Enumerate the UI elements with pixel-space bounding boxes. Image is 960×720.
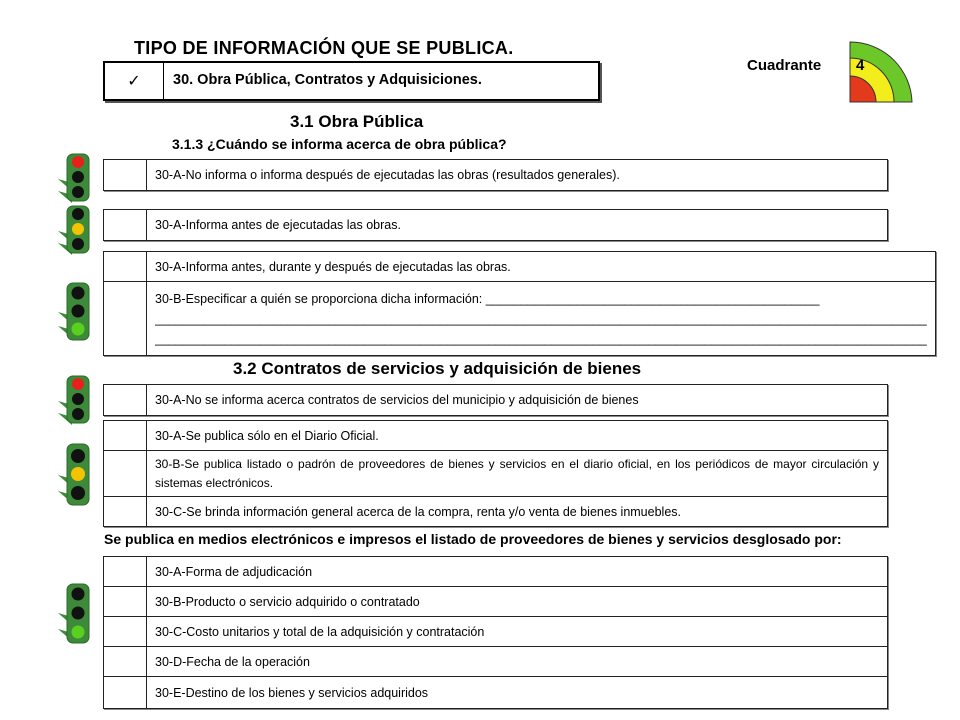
option-text: 30-A-No informa o informa después de ejecutadas las obras (resultados generales). — [147, 160, 888, 191]
question-obra-publica: 3.1.3 ¿Cuándo se informa acerca de obra pública? — [172, 136, 507, 152]
option-group — [103, 420, 888, 527]
traffic-light-green-icon — [56, 583, 92, 645]
option-checkbox[interactable] — [104, 210, 147, 241]
option-checkbox[interactable] — [104, 647, 147, 677]
option-checkbox[interactable] — [104, 385, 147, 416]
list-item: 30-B-Producto o servicio adquirido o contratado — [147, 587, 888, 617]
option-text: 30-B-Se publica listado o padrón de proveedores de bienes y servicios en el diario oficial, en los periódicos de mayor circulación y sistemas electrónicos. — [147, 451, 888, 497]
option-checkbox[interactable] — [104, 421, 147, 451]
category-header-box — [103, 61, 600, 101]
option-checkbox[interactable] — [104, 557, 147, 587]
option-checkbox[interactable] — [104, 160, 147, 191]
breakdown-list — [103, 556, 888, 709]
section-title-obra-publica: 3.1 Obra Pública — [290, 112, 424, 131]
option-checkbox[interactable] — [104, 252, 147, 282]
option-text: 30-C-Se brinda información general acerca de la compra, renta y/o venta de bienes inmuebles. — [147, 497, 888, 527]
checkmark-icon: ✓ — [105, 63, 164, 99]
option-group — [103, 251, 936, 356]
list-item: 30-A-Forma de adjudicación — [147, 557, 888, 587]
option-row — [103, 159, 888, 191]
cuadrante-label: Cuadrante — [747, 57, 822, 74]
list-item: 30-C-Costo unitarios y total de la adquisición y contratación — [147, 617, 888, 647]
blank-line[interactable]: _______________________________________________________________________________________________________________ — [155, 331, 927, 346]
traffic-light-green-icon — [56, 282, 92, 342]
list-item: 30-E-Destino de los bienes y servicios adquiridos — [147, 677, 888, 709]
option-text: 30-B-Especificar a quién se proporciona dicha información: ________________________________________________ — [155, 291, 820, 306]
option-text: 30-A-Informa antes, durante y después de ejecutadas las obras. — [147, 252, 936, 282]
option-text: 30-A-Se publica sólo en el Diario Oficial. — [147, 421, 888, 451]
page-title: TIPO DE INFORMACIÓN QUE SE PUBLICA. — [134, 38, 514, 58]
option-row — [103, 384, 888, 416]
breakdown-note: Se publica en medios electrónicos e impresos el listado de proveedores de bienes y servicios desglosado por: — [104, 531, 842, 547]
option-checkbox[interactable] — [104, 451, 147, 497]
traffic-light-yellow-icon — [56, 443, 92, 507]
section-title-contratos: 3.2 Contratos de servicios y adquisición de bienes — [233, 359, 642, 378]
option-row — [103, 209, 888, 241]
list-item: 30-D-Fecha de la operación — [147, 647, 888, 677]
option-checkbox[interactable] — [104, 497, 147, 527]
option-checkbox[interactable] — [104, 587, 147, 617]
traffic-light-yellow-icon — [56, 205, 92, 255]
option-checkbox[interactable] — [104, 282, 147, 356]
blank-line[interactable]: _______________________________________________________________________________________________________________ — [155, 311, 927, 326]
option-checkbox[interactable] — [104, 677, 147, 709]
option-text: 30-A-No se informa acerca contratos de servicios del municipio y adquisición de bienes — [147, 385, 888, 416]
cuadrante-number: 4 — [856, 57, 865, 74]
category-label: 30. Obra Pública, Contratos y Adquisiciones. — [173, 72, 482, 88]
traffic-light-red-icon — [56, 375, 92, 425]
option-checkbox[interactable] — [104, 617, 147, 647]
option-text: 30-A-Informa antes de ejecutadas las obras. — [147, 210, 888, 241]
traffic-light-red-icon — [56, 153, 92, 203]
